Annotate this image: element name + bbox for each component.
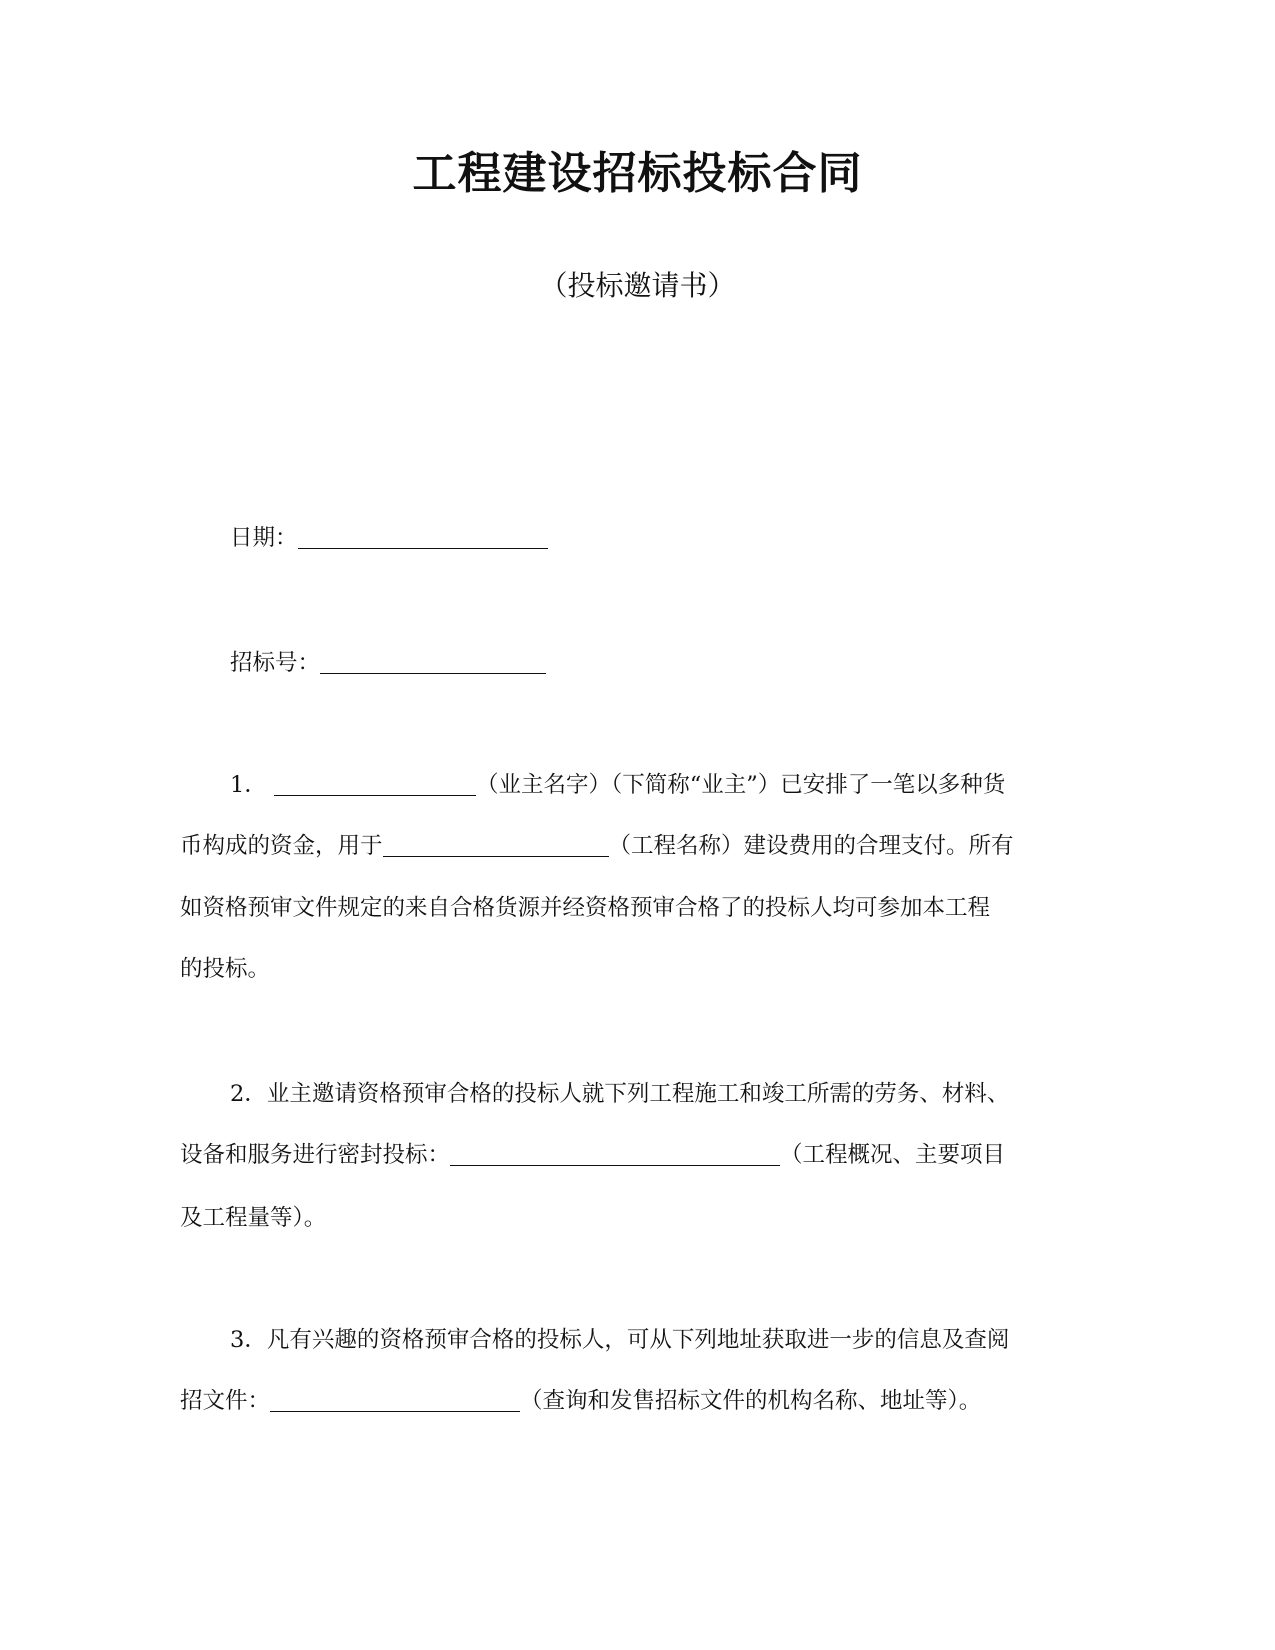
project-overview-blank-field[interactable]: [450, 1143, 780, 1166]
inquiry-office-blank-field[interactable]: [270, 1389, 520, 1412]
clause-1-text-2a: 币构成的资金，用于: [180, 833, 383, 859]
clause-1-text-4: 的投标。: [180, 956, 271, 982]
clause-1-line-4: [180, 954, 270, 984]
bid-number-line: [230, 648, 546, 678]
clause-1-line-3: [180, 893, 990, 923]
date-line: [230, 523, 548, 553]
date-label: 日期：: [230, 525, 298, 551]
clause-2-text-2b: （工程概况、主要项目: [780, 1142, 1006, 1168]
clause-3-text-2b: （查询和发售招标文件的机构名称、地址等）。: [520, 1388, 982, 1414]
clause-2-text-3: 及工程量等）。: [180, 1205, 327, 1231]
document-subtitle: （投标邀请书）: [539, 269, 736, 302]
clause-1-line-1: [230, 770, 1005, 800]
bid-number-label: 招标号：: [230, 650, 321, 676]
bid-number-blank-field[interactable]: [320, 651, 546, 674]
clause-2-line-1: [230, 1079, 1009, 1109]
clause-1-text-2b: （工程名称）建设费用的合理支付。所有: [608, 833, 1014, 859]
clause-1-line-2: [180, 831, 1014, 861]
owner-name-blank-field[interactable]: [274, 773, 476, 796]
clause-3-line-2: [180, 1386, 981, 1416]
clause-3-text-1: 3．凡有兴趣的资格预审合格的投标人，可从下列地址获取进一步的信息及查阅: [230, 1327, 1010, 1353]
clause-1-number: 1．: [230, 772, 267, 798]
clause-1-text-3: 如资格预审文件规定的来自合格货源并经资格预审合格了的投标人均可参加本工程: [180, 895, 991, 921]
clause-2-line-3: [180, 1203, 326, 1233]
clause-2-text-1: 2．业主邀请资格预审合格的投标人就下列工程施工和竣工所需的劳务、材料、: [230, 1081, 1010, 1107]
clause-3-text-2a: 招文件：: [180, 1388, 271, 1414]
clause-3-line-1: [230, 1325, 1009, 1355]
date-blank-field[interactable]: [298, 526, 548, 549]
clause-2-line-2: [180, 1140, 1005, 1170]
clause-1-text-1: （业主名字）（下简称“业主”）已安排了一笔以多种货: [475, 772, 1006, 798]
document-title: 工程建设招标投标合同: [412, 148, 863, 199]
clause-2-text-2a: 设备和服务进行密封投标：: [180, 1142, 451, 1168]
project-name-blank-field[interactable]: [383, 834, 609, 857]
